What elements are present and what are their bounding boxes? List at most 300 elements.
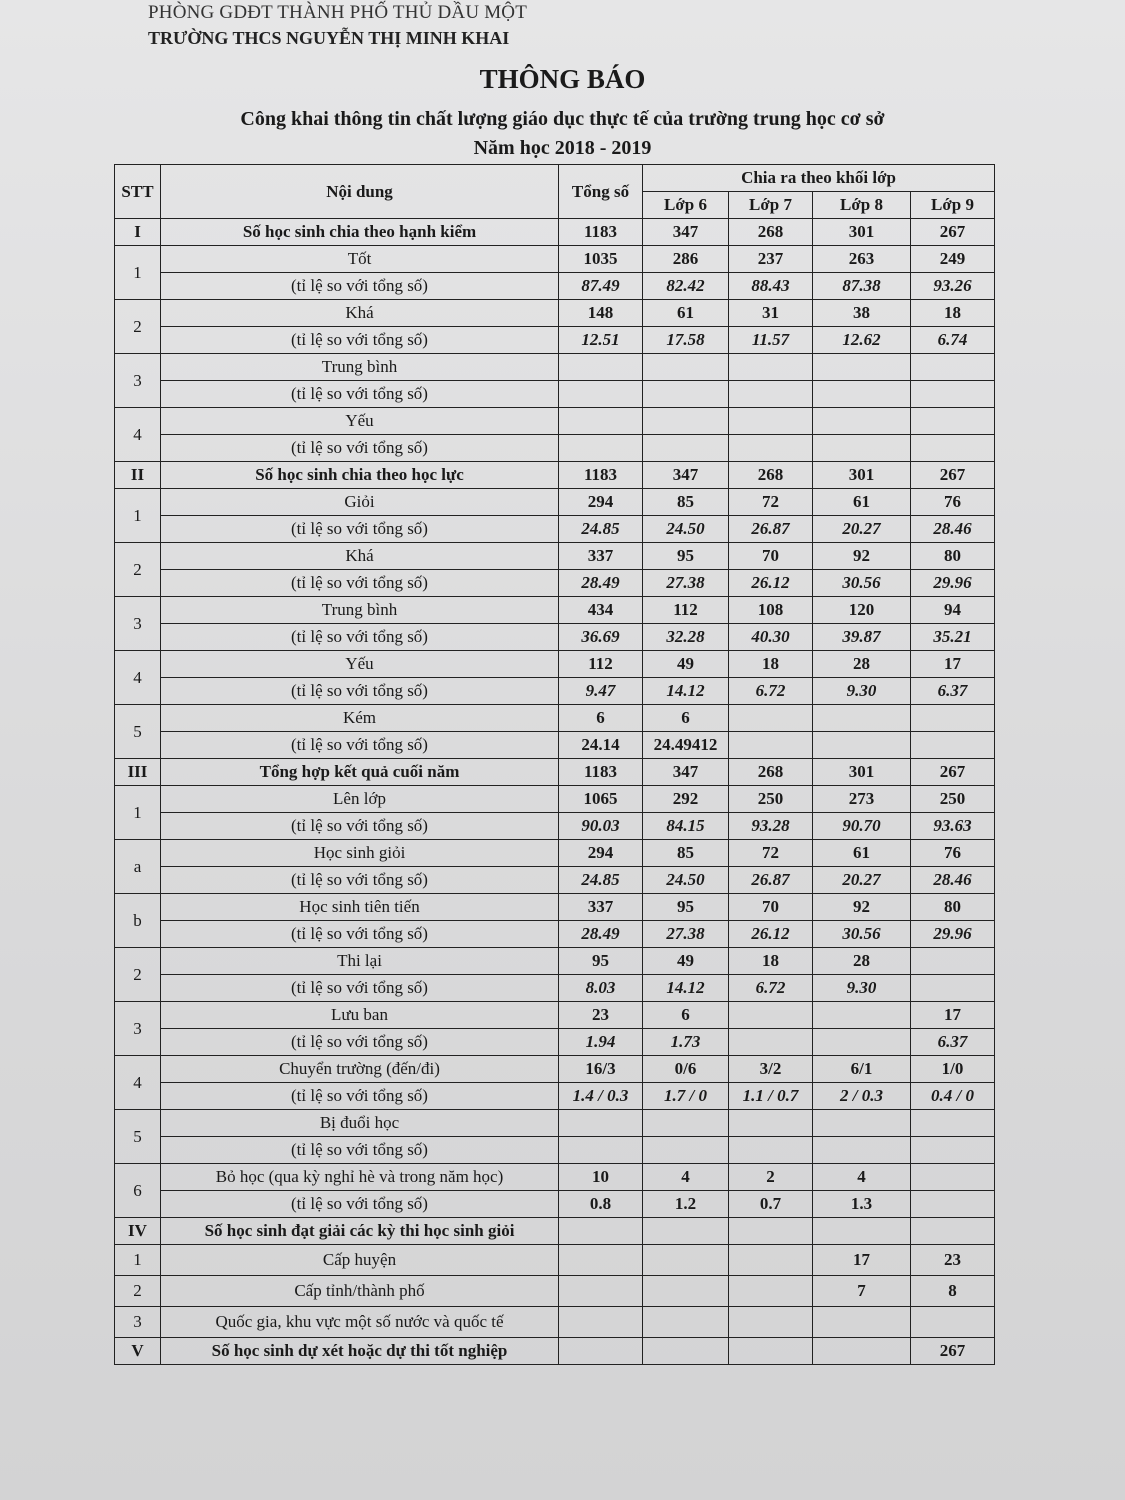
row-label: Tốt [161, 246, 559, 273]
header-grade-6: Lớp 6 [643, 192, 729, 219]
value-cell [729, 354, 813, 381]
table-row [115, 1056, 995, 1083]
ratio-row [115, 1137, 995, 1164]
section-title: Số học sinh chia theo học lực [161, 462, 559, 489]
section-row [115, 1338, 995, 1365]
ratio-cell: 39.87 [813, 624, 911, 651]
ratio-row [115, 435, 995, 462]
ratio-cell [813, 732, 911, 759]
row-stt: 4 [115, 408, 161, 462]
ratio-cell: 20.27 [813, 867, 911, 894]
row-label: Khá [161, 543, 559, 570]
table-row [115, 1164, 995, 1191]
value-cell [643, 1276, 729, 1307]
ratio-row [115, 273, 995, 300]
ratio-label: (tỉ lệ so với tổng số) [161, 381, 559, 408]
value-cell [559, 1218, 643, 1245]
value-cell: 268 [729, 219, 813, 246]
value-cell: 17 [813, 1245, 911, 1276]
ratio-cell [911, 975, 995, 1002]
ratio-cell [729, 1137, 813, 1164]
row-label: Yếu [161, 408, 559, 435]
value-cell: 6/1 [813, 1056, 911, 1083]
ratio-cell: 87.38 [813, 273, 911, 300]
value-cell: 249 [911, 246, 995, 273]
value-cell: 268 [729, 759, 813, 786]
value-cell: 6 [559, 705, 643, 732]
ratio-cell: 29.96 [911, 570, 995, 597]
value-cell: 18 [911, 300, 995, 327]
value-cell [911, 408, 995, 435]
value-cell: 85 [643, 840, 729, 867]
ratio-cell: 14.12 [643, 975, 729, 1002]
ratio-row [115, 813, 995, 840]
value-cell: 1183 [559, 759, 643, 786]
value-cell: 1183 [559, 462, 643, 489]
ratio-cell: 1.94 [559, 1029, 643, 1056]
value-cell [729, 1218, 813, 1245]
value-cell: 49 [643, 948, 729, 975]
document-title: THÔNG BÁO [479, 64, 646, 94]
ratio-row [115, 867, 995, 894]
row-stt: b [115, 894, 161, 948]
ratio-cell: 93.63 [911, 813, 995, 840]
ratio-cell: 6.72 [729, 678, 813, 705]
ratio-cell [729, 381, 813, 408]
value-cell: 8 [911, 1276, 995, 1307]
value-cell: 18 [729, 651, 813, 678]
ratio-label: (tỉ lệ so với tổng số) [161, 435, 559, 462]
ratio-cell: 93.28 [729, 813, 813, 840]
ratio-label: (tỉ lệ so với tổng số) [161, 1191, 559, 1218]
value-cell [729, 1276, 813, 1307]
row-stt: 4 [115, 1056, 161, 1110]
ratio-cell: 29.96 [911, 921, 995, 948]
value-cell: 347 [643, 219, 729, 246]
value-cell: 237 [729, 246, 813, 273]
value-cell [911, 1218, 995, 1245]
ratio-cell: 28.49 [559, 570, 643, 597]
value-cell: 23 [559, 1002, 643, 1029]
ratio-label: (tỉ lệ so với tổng số) [161, 624, 559, 651]
value-cell: 92 [813, 543, 911, 570]
header-grade-9: Lớp 9 [911, 192, 995, 219]
row-label: Thi lại [161, 948, 559, 975]
value-cell: 267 [911, 219, 995, 246]
ratio-row [115, 732, 995, 759]
row-label: Khá [161, 300, 559, 327]
row-stt: 5 [115, 1110, 161, 1164]
ratio-cell: 20.27 [813, 516, 911, 543]
ratio-cell: 6.37 [911, 1029, 995, 1056]
row-label: Yếu [161, 651, 559, 678]
ratio-cell: 11.57 [729, 327, 813, 354]
ratio-cell: 24.50 [643, 867, 729, 894]
table-row [115, 651, 995, 678]
value-cell: 1183 [559, 219, 643, 246]
value-cell: 112 [559, 651, 643, 678]
ratio-cell: 12.62 [813, 327, 911, 354]
row-label: Trung bình [161, 597, 559, 624]
value-cell: 70 [729, 543, 813, 570]
value-cell: 28 [813, 948, 911, 975]
value-cell: 337 [559, 543, 643, 570]
value-cell [813, 1307, 911, 1338]
table-row [115, 489, 995, 516]
value-cell: 301 [813, 462, 911, 489]
table-row [115, 246, 995, 273]
row-stt: 1 [115, 489, 161, 543]
ratio-cell: 88.43 [729, 273, 813, 300]
value-cell: 112 [643, 597, 729, 624]
ratio-cell: 1.73 [643, 1029, 729, 1056]
value-cell: 70 [729, 894, 813, 921]
ratio-cell: 0.8 [559, 1191, 643, 1218]
value-cell [643, 1218, 729, 1245]
value-cell: 49 [643, 651, 729, 678]
ratio-cell: 93.26 [911, 273, 995, 300]
ratio-cell: 9.30 [813, 975, 911, 1002]
value-cell: 38 [813, 300, 911, 327]
row-stt: V [115, 1338, 161, 1365]
value-cell: 61 [813, 489, 911, 516]
ratio-cell: 30.56 [813, 570, 911, 597]
ratio-cell: 26.87 [729, 867, 813, 894]
value-cell: 23 [911, 1245, 995, 1276]
ratio-cell: 1.7 / 0 [643, 1083, 729, 1110]
value-cell: 18 [729, 948, 813, 975]
value-cell: 268 [729, 462, 813, 489]
value-cell [729, 1338, 813, 1365]
value-cell: 72 [729, 840, 813, 867]
header-stt: STT [115, 165, 161, 219]
ratio-cell: 1.3 [813, 1191, 911, 1218]
value-cell: 1/0 [911, 1056, 995, 1083]
value-cell: 0/6 [643, 1056, 729, 1083]
table-row [115, 894, 995, 921]
value-cell: 250 [911, 786, 995, 813]
ratio-cell: 28.46 [911, 867, 995, 894]
ratio-label: (tỉ lệ so với tổng số) [161, 921, 559, 948]
value-cell: 76 [911, 489, 995, 516]
row-stt: 3 [115, 597, 161, 651]
value-cell [559, 1276, 643, 1307]
row-label: Chuyển trường (đến/đi) [161, 1056, 559, 1083]
value-cell: 17 [911, 1002, 995, 1029]
ratio-cell: 24.50 [643, 516, 729, 543]
value-cell: 31 [729, 300, 813, 327]
row-stt: 4 [115, 651, 161, 705]
section-title: Số học sinh dự xét hoặc dự thi tốt nghiệp [161, 1338, 559, 1365]
ratio-cell: 27.38 [643, 921, 729, 948]
ratio-row [115, 975, 995, 1002]
section-row [115, 1218, 995, 1245]
ratio-cell: 40.30 [729, 624, 813, 651]
value-cell [559, 1338, 643, 1365]
table-row [115, 705, 995, 732]
value-cell: 273 [813, 786, 911, 813]
ratio-cell: 8.03 [559, 975, 643, 1002]
value-cell: 7 [813, 1276, 911, 1307]
ratio-cell [729, 435, 813, 462]
value-cell [729, 408, 813, 435]
row-label: Giỏi [161, 489, 559, 516]
ratio-cell: 35.21 [911, 624, 995, 651]
table-row [115, 1276, 995, 1307]
ratio-cell [643, 1137, 729, 1164]
table-body [115, 219, 995, 1365]
value-cell: 92 [813, 894, 911, 921]
row-label: Lưu ban [161, 1002, 559, 1029]
value-cell: 6 [643, 1002, 729, 1029]
ratio-cell: 9.47 [559, 678, 643, 705]
value-cell [559, 1110, 643, 1137]
table-row [115, 786, 995, 813]
ratio-label: (tỉ lệ so với tổng số) [161, 867, 559, 894]
ratio-cell [559, 435, 643, 462]
table-row [115, 1110, 995, 1137]
value-cell: 337 [559, 894, 643, 921]
table-row [115, 543, 995, 570]
row-stt: I [115, 219, 161, 246]
ratio-row [115, 921, 995, 948]
ratio-cell [911, 1191, 995, 1218]
ratio-cell: 36.69 [559, 624, 643, 651]
value-cell [813, 1218, 911, 1245]
ratio-row [115, 678, 995, 705]
ratio-cell: 26.12 [729, 570, 813, 597]
ratio-label: (tỉ lệ so với tổng số) [161, 1029, 559, 1056]
value-cell [643, 1245, 729, 1276]
ratio-cell: 1.4 / 0.3 [559, 1083, 643, 1110]
ratio-cell: 84.15 [643, 813, 729, 840]
value-cell [911, 705, 995, 732]
ratio-cell: 82.42 [643, 273, 729, 300]
ratio-cell [729, 1029, 813, 1056]
value-cell: 61 [813, 840, 911, 867]
row-label: Quốc gia, khu vực một số nước và quốc tế [161, 1307, 559, 1338]
row-stt: 6 [115, 1164, 161, 1218]
ratio-cell: 14.12 [643, 678, 729, 705]
value-cell [643, 1307, 729, 1338]
value-cell [911, 354, 995, 381]
value-cell: 28 [813, 651, 911, 678]
row-stt: IV [115, 1218, 161, 1245]
value-cell: 347 [643, 759, 729, 786]
ratio-cell [911, 381, 995, 408]
ratio-label: (tỉ lệ so với tổng số) [161, 678, 559, 705]
value-cell [911, 1110, 995, 1137]
value-cell: 61 [643, 300, 729, 327]
value-cell [729, 1307, 813, 1338]
ratio-cell: 24.14 [559, 732, 643, 759]
value-cell: 80 [911, 543, 995, 570]
value-cell [729, 1110, 813, 1137]
table-row [115, 300, 995, 327]
ratio-cell: 6.74 [911, 327, 995, 354]
row-label: Học sinh tiên tiến [161, 894, 559, 921]
value-cell [729, 1002, 813, 1029]
section-row [115, 759, 995, 786]
ratio-label: (tỉ lệ so với tổng số) [161, 975, 559, 1002]
value-cell: 10 [559, 1164, 643, 1191]
ratio-label: (tỉ lệ so với tổng số) [161, 1137, 559, 1164]
row-stt: 3 [115, 1002, 161, 1056]
value-cell: 1035 [559, 246, 643, 273]
row-stt: 1 [115, 786, 161, 840]
ratio-label: (tỉ lệ so với tổng số) [161, 516, 559, 543]
school-name: TRƯỜNG THCS NGUYỄN THỊ MINH KHAI [148, 28, 510, 48]
value-cell: 1065 [559, 786, 643, 813]
ratio-row [115, 516, 995, 543]
ratio-label: (tỉ lệ so với tổng số) [161, 1083, 559, 1110]
row-label: Kém [161, 705, 559, 732]
value-cell [559, 354, 643, 381]
value-cell: 94 [911, 597, 995, 624]
value-cell [911, 1307, 995, 1338]
ratio-cell [911, 1137, 995, 1164]
ratio-cell: 87.49 [559, 273, 643, 300]
row-stt: II [115, 462, 161, 489]
value-cell: 16/3 [559, 1056, 643, 1083]
ratio-cell [729, 732, 813, 759]
ratio-row [115, 570, 995, 597]
ratio-cell: 30.56 [813, 921, 911, 948]
value-cell: 434 [559, 597, 643, 624]
ratio-cell: 12.51 [559, 327, 643, 354]
row-stt: 2 [115, 1276, 161, 1307]
value-cell: 80 [911, 894, 995, 921]
ratio-cell: 32.28 [643, 624, 729, 651]
table-row [115, 408, 995, 435]
ratio-cell [813, 381, 911, 408]
ratio-label: (tỉ lệ so với tổng số) [161, 327, 559, 354]
row-stt: 3 [115, 354, 161, 408]
header-content: Nội dung [161, 165, 559, 219]
table-row [115, 597, 995, 624]
value-cell [559, 1245, 643, 1276]
ratio-cell: 24.85 [559, 516, 643, 543]
ratio-row [115, 1029, 995, 1056]
value-cell: 286 [643, 246, 729, 273]
row-stt: 3 [115, 1307, 161, 1338]
ratio-cell: 24.49412 [643, 732, 729, 759]
quality-table [114, 164, 995, 1365]
value-cell: 292 [643, 786, 729, 813]
value-cell: 294 [559, 840, 643, 867]
row-stt: 2 [115, 543, 161, 597]
value-cell: 72 [729, 489, 813, 516]
ratio-cell: 90.03 [559, 813, 643, 840]
row-stt: 1 [115, 246, 161, 300]
ratio-cell: 2 / 0.3 [813, 1083, 911, 1110]
value-cell [643, 354, 729, 381]
table-row [115, 1307, 995, 1338]
ratio-cell [559, 1137, 643, 1164]
ratio-cell: 27.38 [643, 570, 729, 597]
ratio-cell: 9.30 [813, 678, 911, 705]
ratio-cell [813, 1029, 911, 1056]
row-label: Bị đuổi học [161, 1110, 559, 1137]
value-cell: 250 [729, 786, 813, 813]
value-cell [813, 1110, 911, 1137]
ratio-cell [559, 381, 643, 408]
value-cell: 263 [813, 246, 911, 273]
value-cell [729, 1245, 813, 1276]
row-label: Bỏ học (qua kỳ nghỉ hè và trong năm học) [161, 1164, 559, 1191]
value-cell: 3/2 [729, 1056, 813, 1083]
header-grade-8: Lớp 8 [813, 192, 911, 219]
value-cell: 76 [911, 840, 995, 867]
ratio-label: (tỉ lệ so với tổng số) [161, 732, 559, 759]
value-cell: 301 [813, 219, 911, 246]
value-cell: 85 [643, 489, 729, 516]
value-cell [643, 408, 729, 435]
row-label: Lên lớp [161, 786, 559, 813]
row-label: Trung bình [161, 354, 559, 381]
value-cell [813, 1002, 911, 1029]
header-grade-group: Chia ra theo khối lớp [643, 165, 995, 192]
value-cell: 347 [643, 462, 729, 489]
ratio-label: (tỉ lệ so với tổng số) [161, 273, 559, 300]
value-cell: 108 [729, 597, 813, 624]
row-label: Học sinh giỏi [161, 840, 559, 867]
value-cell: 95 [643, 543, 729, 570]
table-row [115, 1245, 995, 1276]
section-row [115, 462, 995, 489]
row-label: Cấp huyện [161, 1245, 559, 1276]
value-cell [643, 1338, 729, 1365]
department-name: PHÒNG GDĐT THÀNH PHỐ THỦ DẦU MỘT [148, 2, 528, 23]
ratio-cell [643, 435, 729, 462]
row-stt: 2 [115, 948, 161, 1002]
row-stt: 1 [115, 1245, 161, 1276]
ratio-cell: 24.85 [559, 867, 643, 894]
ratio-cell [813, 1137, 911, 1164]
value-cell: 95 [643, 894, 729, 921]
ratio-cell: 0.7 [729, 1191, 813, 1218]
document-subtitle: Công khai thông tin chất lượng giáo dục thực tế của trường trung học cơ sở [240, 108, 885, 130]
value-cell: 267 [911, 462, 995, 489]
ratio-row [115, 624, 995, 651]
ratio-cell [911, 435, 995, 462]
row-stt: a [115, 840, 161, 894]
value-cell: 267 [911, 759, 995, 786]
value-cell: 17 [911, 651, 995, 678]
ratio-cell: 17.58 [643, 327, 729, 354]
ratio-cell: 28.49 [559, 921, 643, 948]
school-year: Năm học 2018 - 2019 [473, 137, 652, 159]
ratio-cell: 26.87 [729, 516, 813, 543]
ratio-cell: 28.46 [911, 516, 995, 543]
ratio-cell: 0.4 / 0 [911, 1083, 995, 1110]
value-cell: 267 [911, 1338, 995, 1365]
table-row [115, 1002, 995, 1029]
ratio-cell [813, 435, 911, 462]
value-cell: 294 [559, 489, 643, 516]
value-cell [643, 1110, 729, 1137]
value-cell: 4 [643, 1164, 729, 1191]
ratio-cell: 1.1 / 0.7 [729, 1083, 813, 1110]
value-cell: 301 [813, 759, 911, 786]
row-stt: 5 [115, 705, 161, 759]
table-row [115, 354, 995, 381]
value-cell: 95 [559, 948, 643, 975]
value-cell: 148 [559, 300, 643, 327]
value-cell: 2 [729, 1164, 813, 1191]
ratio-row [115, 1191, 995, 1218]
ratio-cell: 6.72 [729, 975, 813, 1002]
